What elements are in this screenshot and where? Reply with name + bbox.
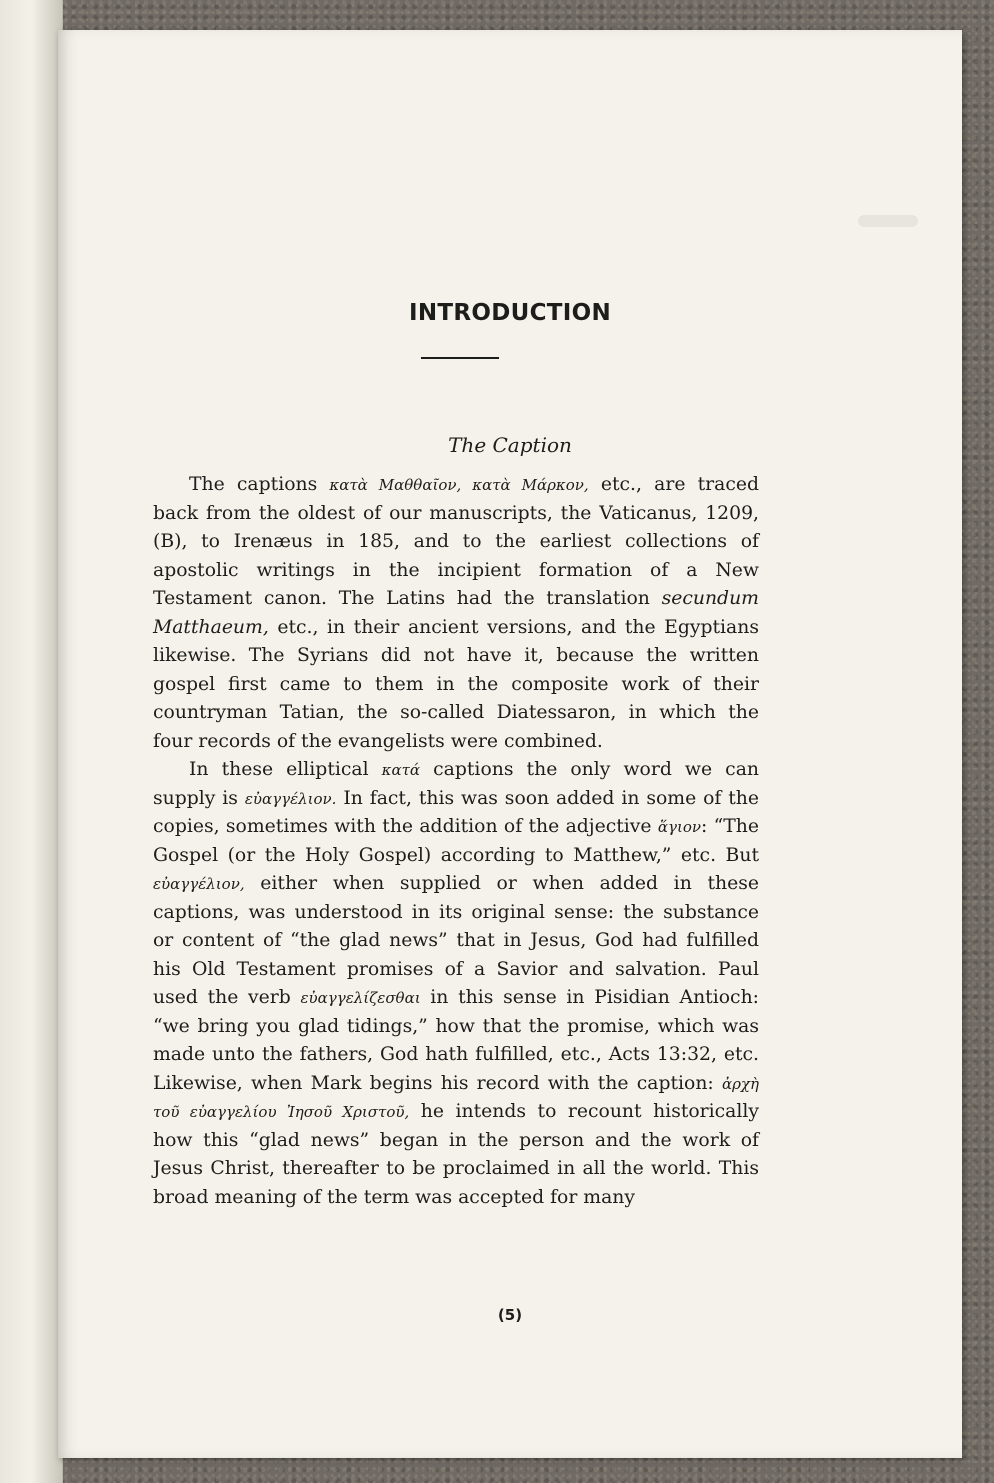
greek-term: κατὰ Μαθθαῖον, κατὰ Μάρκον, [329, 476, 589, 494]
show-through-mark [858, 215, 918, 227]
text-run: either when supplied or when added in these captions, was understood in its original sense: the substance or content of “the glad news” that in Jesus, God had fulfilled his Old Testament promises of a Savior and salvation. Paul used the verb [153, 873, 759, 1008]
page-title: INTRODUCTION [408, 300, 612, 326]
text-run: : “The Gospel (or the Holy Gospel) according to Matthew,” etc. But [153, 816, 759, 866]
text-run: In fact, this was soon added in some of the copies, sometimes with the addition of the adjective [153, 787, 759, 837]
text-run: In these elliptical [189, 759, 382, 780]
greek-term: ἅγιον [657, 818, 701, 836]
greek-term: εὐαγγελίζεσθαι [300, 989, 421, 1007]
section-heading: The Caption [448, 433, 572, 457]
text-run: etc., are traced back from the oldest of our manuscripts, the Vaticanus, 1209, (B), to Irenæus in 185, and to the earliest collections of apostolic writings in the incipient formation of a New Testament canon. The Latins had the translation [153, 474, 759, 609]
text-run: The captions [189, 474, 330, 495]
latin-term: secundum Matthaeum, [153, 588, 759, 638]
text-run: in this sense in Pisidian Antioch: “we bring you glad tidings,” how that the promise, which was made unto the fathers, God hath fulfilled, etc., Acts 13:32, etc. Likewise, when Mark begins his record with the caption: [153, 987, 759, 1094]
body-text [153, 471, 759, 1212]
greek-term: εὐαγγέλιον, [153, 875, 245, 893]
title-rule [421, 357, 499, 359]
text-run: he intends to recount historically how this “glad news” began in the person and the work of Jesus Christ, thereafter to be proclaimed in all the world. This broad meaning of the term was accepted for many [153, 1101, 760, 1208]
greek-term: κατά [381, 761, 421, 779]
text-run: captions the only word we can supply is [153, 759, 759, 809]
text-run: etc., in their ancient versions, and the Egyptians likewise. The Syrians did not have it, because the written gospel first came to them in the composite work of their countryman Tatian, the so-called Diatessaron, in which the four records of the evangelists were combined. [153, 616, 759, 752]
greek-term: ἀρχὴ τοῦ εὐαγγελίου Ἰησοῦ Χριστοῦ, [153, 1074, 759, 1121]
page-number: (5) [497, 1306, 523, 1324]
greek-term: εὐαγγέλιον. [244, 789, 337, 808]
paragraph-2 [153, 756, 759, 1212]
paragraph-1 [153, 471, 759, 756]
book-page [58, 30, 962, 1458]
left-page-edge [0, 0, 63, 1483]
